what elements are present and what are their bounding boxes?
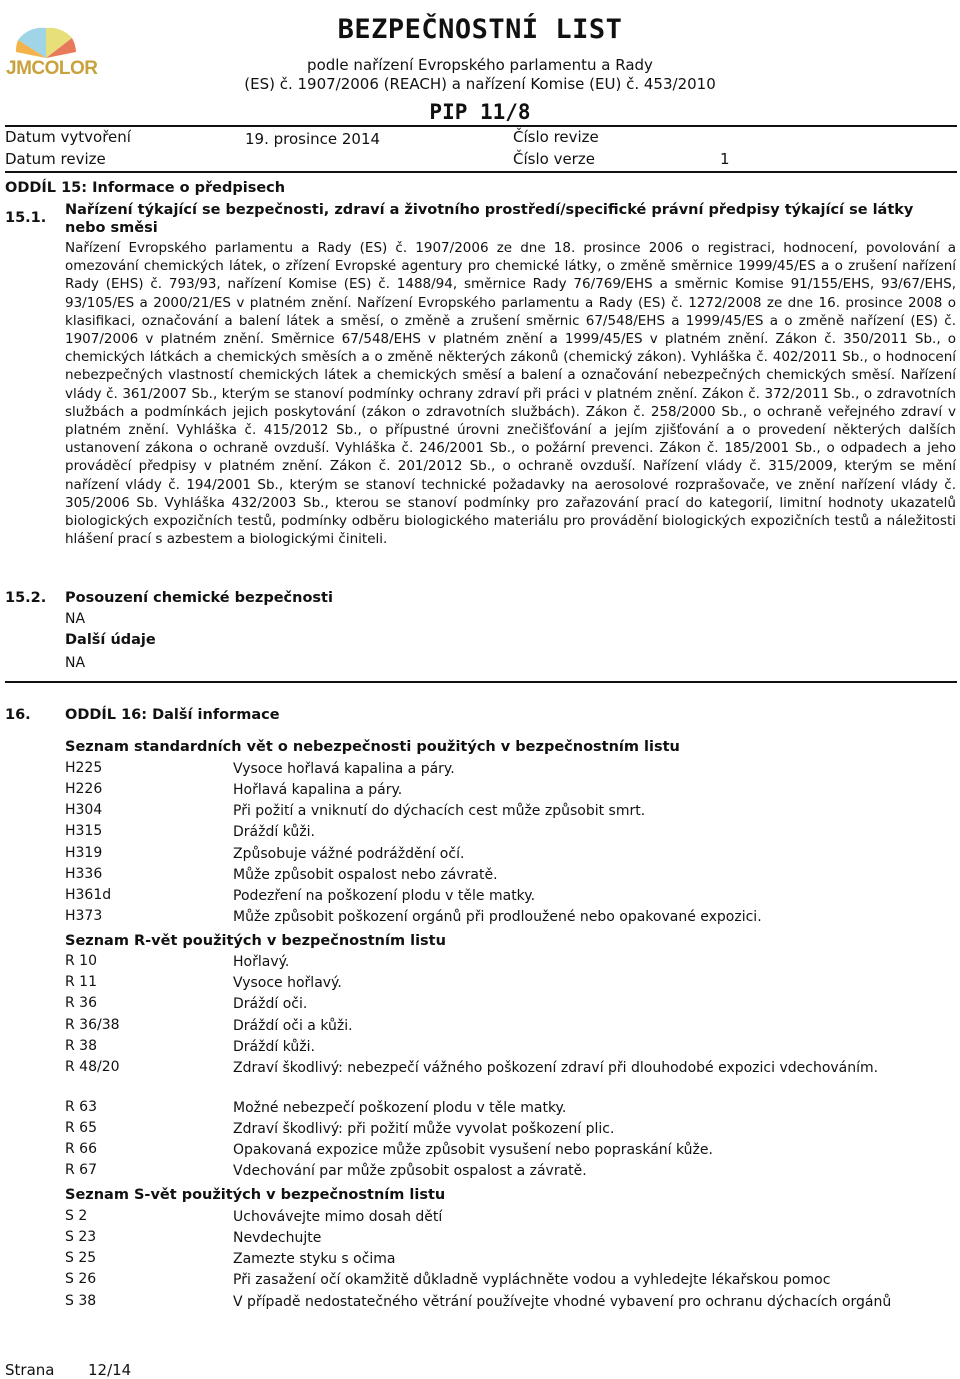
r-phrase-text: Zdraví škodlivý: při požití může vyvolat poškození plic. [233,1121,615,1137]
revision-number-label: Číslo revize [513,128,599,146]
r-phrase-text: Dráždí kůži. [233,1039,315,1055]
h-phrase-code: H319 [65,845,103,861]
h-phrase-text: Způsobuje vážné podráždění očí. [233,846,465,862]
section-15-1-number: 15.1. [5,210,47,226]
r-phrase-code: R 65 [65,1120,97,1136]
version-value: 1 [720,150,730,168]
extra-info-title: Další údaje [65,632,156,648]
r-phrase-text: Dráždí oči. [233,996,308,1012]
extra-info-value: NA [65,655,86,671]
h-phrase-text: Při požití a vniknutí do dýchacích cest může způsobit smrt. [233,803,646,819]
r-phrase-text: Vysoce hořlavý. [233,975,342,991]
r-phrases-title: Seznam R-vět použitých v bezpečnostním listu [65,933,446,949]
r-phrase-text: Vdechování par může způsobit ospalost a závratě. [233,1163,587,1179]
h-phrase-text: Hořlavá kapalina a páry. [233,782,403,798]
section-15-2-number: 15.2. [5,590,47,606]
section-16-title: ODDÍL 16: Další informace [65,707,280,723]
h-phrase-text: Může způsobit ospalost nebo závratě. [233,867,498,883]
r-phrase-text: Opakovaná expozice může způsobit vysušení nebo popraskání kůže. [233,1142,713,1158]
regulation-line-2: (ES) č. 1907/2006 (REACH) a nařízení Komise (EU) č. 453/2010 [244,75,716,93]
meta-divider [5,171,957,173]
r-phrase-code: R 36/38 [65,1017,120,1033]
document-title: BEZPEČNOSTNÍ LIST [337,14,623,45]
s-phrase-code: S 2 [65,1208,88,1224]
s-phrase-text: Při zasažení očí okamžitě důkladně vypláchněte vodou a vyhledejte lékařskou pomoc [233,1272,831,1288]
s-phrase-text: Uchovávejte mimo dosah dětí [233,1209,443,1225]
r-phrase-text: Možné nebezpečí poškození plodu v těle matky. [233,1100,567,1116]
h-phrase-text: Dráždí kůži. [233,824,315,840]
section-15-2-value: NA [65,611,86,627]
s-phrase-code: S 23 [65,1229,97,1245]
h-phrase-code: H361d [65,887,112,903]
r-phrase-code: R 66 [65,1141,97,1157]
r-phrase-code: R 48/20 [65,1059,120,1075]
r-phrase-code: R 63 [65,1099,97,1115]
h-phrases-title: Seznam standardních vět o nebezpečnosti použitých v bezpečnostním listu [65,739,680,755]
h-phrase-code: H315 [65,823,103,839]
s-phrase-text: Nevdechujte [233,1230,322,1246]
section-15-1-title-line1: Nařízení týkající se bezpečnosti, zdraví a životního prostředí/specifické právní předpisy týkající se látky [65,202,914,218]
h-phrase-code: H336 [65,866,103,882]
section-16-number: 16. [5,707,31,723]
s-phrase-code: S 26 [65,1271,97,1287]
r-phrase-code: R 38 [65,1038,97,1054]
s-phrases-title: Seznam S-vět použitých v bezpečnostním listu [65,1187,446,1203]
r-phrase-code: R 10 [65,953,97,969]
h-phrase-code: H373 [65,908,103,924]
created-value: 19. prosince 2014 [245,130,381,148]
r-phrase-code: R 36 [65,995,97,1011]
section-15-2-title: Posouzení chemické bezpečnosti [65,590,333,606]
r-phrase-code: R 11 [65,974,97,990]
logo-text: JMCOLOR [6,58,98,79]
section-15-1-text: Nařízení Evropského parlamentu a Rady (ES) č. 1907/2006 ze dne 18. prosince 2006 o registraci, hodnocení, povolování a omezování chemických látek, o zřízení Evropské agentury pro chemické látky, o změně směrnice 1999/45/ES a o zrušení nařízení Rady (EHS) č. 793/93, nařízení Komise (ES) č. 1488/94, směrnice Rady 76/769/EHS a směrnic Komise 91/155/EHS, 93/67/EHS, 93/105/ES a 2000/21/ES v platném znění. Nařízení Evropského parlamentu a Rady (ES) č. 1272/2008 ze dne 16. prosince 2008 o klasifikaci, označování a balení látek a směsí, o změně a zrušení směrnic 67/548/EHS a 1999/45/ES a o změně nařízení (ES) č. 1907/2006 v platném znění. Směrnice 67/548/EHS v platném znění a 1999/45/ES v platném znění. Zákon č. 350/2011 Sb., o chemických látkách a chemických směsích a o změně některých zákonů (chemický zákon). Vyhláška č. 402/2011 Sb., o hodnocení nebezpečných vlastností chemických látek a chemických směsí a balení a označování nebezpečných chemických směsí. Nařízení vlády č. 361/2007 Sb., kterým se stanoví podmínky ochrany zdraví při práci v platném znění. Zákon č. 372/2011 Sb., o zdravotních službách a podmínkách jejich poskytování (zákon o zdravotních službách). Zákon č. 258/2000 Sb., o ochraně veřejného zdraví v platném znění. Vyhláška č. 415/2012 Sb., o přípustné úrovni znečišťování a jejím zjišťování a o provedení některých dalších ustanovení zákona o ochraně ovzduší. Vyhláška č. 246/2001 Sb., o požární prevenci. Zákon č. 185/2001 Sb., o odpadech a jeho prováděcí předpisy v platném znění. Zákon č. 201/2012 Sb., o ochraně ovzduší. Nařízení vlády č. 315/2009, kterým se mění nařízení vlády č. 194/2001 Sb., kterým se stanoví technické požadavky na aerosolové rozprašovače, ve znění nařízení vlády č. 305/2006 Sb. Vyhláška 432/2003 Sb., kterou se stanoví podmínky pro zařazování prací do kategorií, limitní hodnoty ukazatelů biologických expozičních testů, podmínky odběru biologického materiálu pro provádění biologických expozičních testů a náležitosti hlášení prací s azbestem a biologickými činiteli. [65,240,956,548]
h-phrase-text: Podezření na poškození plodu v těle matky. [233,888,536,904]
page-number: 12/14 [88,1361,132,1379]
section-divider [5,681,957,683]
r-phrase-code: R 67 [65,1162,97,1178]
s-phrase-text: V případě nedostatečného větrání používejte vhodné vybavení pro ochranu dýchacích orgánů [233,1294,892,1310]
section-15-1-title-line2: nebo směsi [65,220,158,236]
s-phrase-text: Zamezte styku s očima [233,1251,396,1267]
section-15-title: ODDÍL 15: Informace o předpisech [5,180,286,196]
h-phrase-text: Vysoce hořlavá kapalina a páry. [233,761,455,777]
r-phrase-text: Hořlavý. [233,954,290,970]
s-phrase-code: S 25 [65,1250,97,1266]
revision-date-label: Datum revize [5,150,106,168]
h-phrase-code: H226 [65,781,103,797]
header-divider [5,125,957,127]
regulation-line-1: podle nařízení Evropského parlamentu a Rady [307,56,653,74]
h-phrase-code: H304 [65,802,103,818]
s-phrase-code: S 38 [65,1293,97,1309]
version-label: Číslo verze [513,150,595,168]
page-label: Strana [5,1361,55,1379]
created-label: Datum vytvoření [5,128,131,146]
h-phrase-text: Může způsobit poškození orgánů při prodloužené nebo opakované expozici. [233,909,762,925]
r-phrase-text: Dráždí oči a kůži. [233,1018,353,1034]
product-name: PIP 11/8 [429,100,531,124]
r-phrase-text: Zdraví škodlivý: nebezpečí vážného poškození zdraví při dlouhodobé expozici vdechováním. [233,1060,879,1076]
h-phrase-code: H225 [65,760,103,776]
